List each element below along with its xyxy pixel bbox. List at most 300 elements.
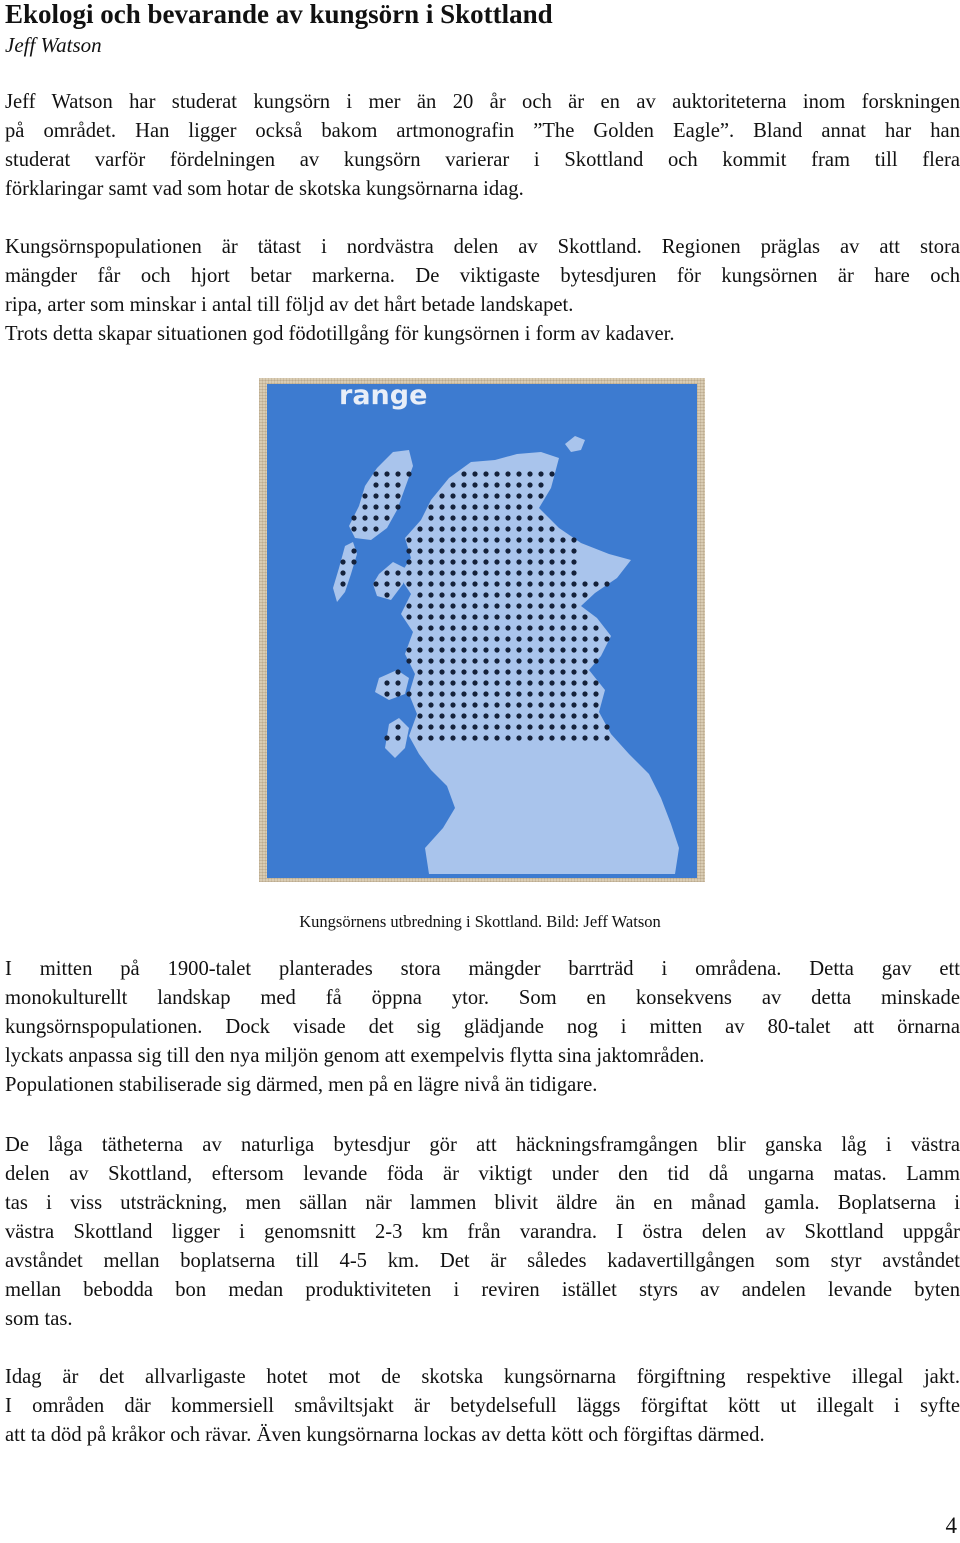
- range-dot: [461, 713, 466, 718]
- range-dot: [527, 504, 532, 509]
- range-dot: [494, 515, 499, 520]
- range-dot: [417, 614, 422, 619]
- range-dot: [439, 603, 444, 608]
- range-dot: [472, 724, 477, 729]
- range-dot: [516, 537, 521, 542]
- range-dot: [483, 603, 488, 608]
- range-dot: [571, 614, 576, 619]
- range-dot: [439, 493, 444, 498]
- range-dot: [417, 592, 422, 597]
- range-dot: [450, 647, 455, 652]
- range-dot: [439, 559, 444, 564]
- range-dot: [593, 691, 598, 696]
- range-dot: [549, 702, 554, 707]
- text-line: att ta död på kråkor och rävar. Även kungsörnarna lockas av detta kött och förgiftas därmed.: [5, 1424, 765, 1446]
- range-dot: [560, 625, 565, 630]
- range-dot: [417, 636, 422, 641]
- range-dot: [538, 559, 543, 564]
- range-dot: [439, 614, 444, 619]
- range-dot: [560, 669, 565, 674]
- range-dot: [450, 570, 455, 575]
- range-dot: [483, 691, 488, 696]
- range-dot: [571, 647, 576, 652]
- range-dot: [472, 592, 477, 597]
- range-dot: [450, 592, 455, 597]
- range-dot: [362, 526, 367, 531]
- range-dot: [516, 636, 521, 641]
- range-dot: [560, 581, 565, 586]
- range-dot: [483, 614, 488, 619]
- range-dot: [406, 603, 411, 608]
- range-dot: [494, 735, 499, 740]
- range-dot: [505, 691, 510, 696]
- text-line: mellan bebodda bon medan produktiviteten i reviren istället styrs av andelen levande byten: [5, 1279, 960, 1301]
- range-dot: [571, 625, 576, 630]
- range-dot: [571, 713, 576, 718]
- range-dot: [560, 636, 565, 641]
- range-dot: [461, 526, 466, 531]
- range-dot: [483, 669, 488, 674]
- range-dot: [538, 537, 543, 542]
- text-line: ripa, arter som minskar i antal till följd av det hårt betade landskapet.: [5, 294, 574, 316]
- range-dot: [428, 713, 433, 718]
- range-dot: [494, 482, 499, 487]
- range-dot: [582, 636, 587, 641]
- range-dot: [538, 570, 543, 575]
- range-dot: [538, 515, 543, 520]
- range-dot: [560, 724, 565, 729]
- range-dot: [417, 691, 422, 696]
- range-dot: [472, 680, 477, 685]
- author-name: Jeff Watson: [5, 33, 102, 57]
- range-dot: [406, 658, 411, 663]
- range-dot: [395, 482, 400, 487]
- range-dot: [538, 669, 543, 674]
- range-dot: [494, 504, 499, 509]
- range-dot: [384, 680, 389, 685]
- range-dot: [439, 691, 444, 696]
- range-dot: [494, 537, 499, 542]
- range-dot: [505, 702, 510, 707]
- range-dot: [483, 504, 488, 509]
- range-dot: [450, 680, 455, 685]
- range-dot: [494, 581, 499, 586]
- text-line: Jeff Watson har studerat kungsörn i mer än 20 år och är en av auktoriteterna inom forskningen: [5, 91, 960, 113]
- range-dot: [571, 658, 576, 663]
- range-dot: [362, 493, 367, 498]
- range-dot: [461, 482, 466, 487]
- text-line: kungsörnspopulationen. Dock visade det sig glädjande nog i mitten av 80-talet att örnarna: [5, 1016, 960, 1038]
- range-dot: [417, 647, 422, 652]
- text-line: avståndet mellan boplatserna till 4-5 km. Det är således kadavertillgången som styr avståndet: [5, 1250, 960, 1272]
- range-dot: [417, 658, 422, 663]
- range-dot: [461, 504, 466, 509]
- range-dot: [494, 526, 499, 531]
- range-dot: [417, 603, 422, 608]
- range-dot: [461, 735, 466, 740]
- range-dot: [472, 713, 477, 718]
- range-dot: [538, 581, 543, 586]
- range-dot: [384, 504, 389, 509]
- range-dot: [516, 515, 521, 520]
- range-dot: [395, 504, 400, 509]
- range-dot: [582, 735, 587, 740]
- range-dot: [582, 691, 587, 696]
- range-dot: [472, 658, 477, 663]
- range-dot: [527, 658, 532, 663]
- range-dot: [571, 592, 576, 597]
- range-dot: [439, 735, 444, 740]
- range-dot: [340, 559, 345, 564]
- range-dot: [593, 680, 598, 685]
- range-dot: [549, 537, 554, 542]
- paragraph-intro: [5, 88, 960, 204]
- range-dot: [494, 702, 499, 707]
- range-dot: [483, 625, 488, 630]
- range-dot: [538, 625, 543, 630]
- range-dot: [461, 658, 466, 663]
- text-line: delen av Skottland, eftersom levande föda är viktigt under den tid då ungarna matas. Lamm: [5, 1163, 960, 1185]
- range-dot: [527, 691, 532, 696]
- range-dot: [549, 625, 554, 630]
- paragraph-breeding: [5, 1131, 960, 1334]
- range-dot: [483, 515, 488, 520]
- range-dot: [461, 537, 466, 542]
- range-dot: [450, 724, 455, 729]
- range-dot: [483, 471, 488, 476]
- range-dot: [384, 493, 389, 498]
- range-dot: [461, 515, 466, 520]
- range-dot: [516, 471, 521, 476]
- range-dot: [516, 559, 521, 564]
- text-line: Idag är det allvarligaste hotet mot de skotska kungsörnarna förgiftning respektive illegal jakt.: [5, 1366, 960, 1388]
- range-dot: [483, 592, 488, 597]
- range-dot: [505, 724, 510, 729]
- text-line: Trots detta skapar situationen god födotillgång för kungsörnen i form av kadaver.: [5, 323, 675, 345]
- range-dot: [417, 702, 422, 707]
- range-dot: [549, 581, 554, 586]
- range-dot: [384, 471, 389, 476]
- range-dot: [450, 559, 455, 564]
- range-dot: [340, 581, 345, 586]
- range-dot: [538, 548, 543, 553]
- range-dot: [505, 581, 510, 586]
- range-dot: [428, 581, 433, 586]
- range-dot: [406, 647, 411, 652]
- range-dot: [604, 724, 609, 729]
- range-dot: [428, 603, 433, 608]
- range-dot: [351, 559, 356, 564]
- range-dot: [571, 735, 576, 740]
- range-dot: [560, 680, 565, 685]
- range-dot: [527, 471, 532, 476]
- range-dot: [549, 691, 554, 696]
- range-dot: [494, 603, 499, 608]
- range-dot: [395, 669, 400, 674]
- range-dot: [571, 636, 576, 641]
- range-dot: [549, 669, 554, 674]
- range-dot: [417, 526, 422, 531]
- range-dot: [483, 658, 488, 663]
- range-dot: [538, 526, 543, 531]
- range-dot: [593, 636, 598, 641]
- range-dot: [340, 570, 345, 575]
- range-dot: [439, 592, 444, 597]
- range-dot: [472, 702, 477, 707]
- range-dot: [560, 735, 565, 740]
- range-dot: [527, 603, 532, 608]
- range-dot: [395, 581, 400, 586]
- range-dot: [395, 680, 400, 685]
- range-dot: [373, 581, 378, 586]
- range-dot: [516, 493, 521, 498]
- range-dot: [604, 735, 609, 740]
- range-dot: [505, 548, 510, 553]
- range-dot: [527, 482, 532, 487]
- range-dot: [428, 515, 433, 520]
- range-dot: [461, 581, 466, 586]
- range-dot: [494, 625, 499, 630]
- range-dot: [560, 548, 565, 553]
- range-dot: [450, 537, 455, 542]
- range-dot: [505, 647, 510, 652]
- range-dot: [549, 526, 554, 531]
- range-dot: [450, 614, 455, 619]
- range-dot: [593, 713, 598, 718]
- text-line: lyckats anpassa sig till den nya miljön genom att exempelvis flytta sina jaktområden.: [5, 1045, 705, 1067]
- range-dot: [538, 702, 543, 707]
- range-dot: [527, 614, 532, 619]
- range-dot: [472, 493, 477, 498]
- range-dot: [527, 526, 532, 531]
- range-dot: [538, 713, 543, 718]
- range-dot: [428, 559, 433, 564]
- range-dot: [505, 603, 510, 608]
- range-dot: [472, 537, 477, 542]
- range-dot: [571, 702, 576, 707]
- range-dot: [428, 537, 433, 542]
- range-dot: [417, 735, 422, 740]
- range-dot: [505, 570, 510, 575]
- range-dot: [395, 735, 400, 740]
- range-dot: [505, 537, 510, 542]
- range-dot: [494, 647, 499, 652]
- range-dot: [505, 614, 510, 619]
- range-dot: [483, 526, 488, 531]
- range-dot: [428, 647, 433, 652]
- page-number: 4: [945, 1513, 957, 1538]
- range-dot: [538, 636, 543, 641]
- range-dot: [582, 669, 587, 674]
- range-dot: [461, 592, 466, 597]
- range-dot: [450, 581, 455, 586]
- range-dot: [527, 548, 532, 553]
- range-dot: [582, 581, 587, 586]
- range-dot: [593, 647, 598, 652]
- range-dot: [516, 581, 521, 586]
- range-dot: [494, 724, 499, 729]
- range-dot: [472, 515, 477, 520]
- range-dot: [406, 691, 411, 696]
- range-dot: [516, 735, 521, 740]
- range-dot: [516, 713, 521, 718]
- range-dot: [417, 669, 422, 674]
- text-line: monokulturellt landskap med få öppna ytor. Som en konsekvens av detta minskade: [5, 987, 960, 1009]
- range-dot: [450, 482, 455, 487]
- range-dot: [428, 625, 433, 630]
- range-dot: [472, 504, 477, 509]
- range-dot: [494, 691, 499, 696]
- text-line: I områden där kommersiell småviltsjakt är betydelsefull läggs förgiftat kött ut illegalt i syfte: [5, 1395, 960, 1417]
- range-dot: [494, 570, 499, 575]
- range-dot: [461, 680, 466, 685]
- range-dot: [527, 515, 532, 520]
- range-dot: [571, 669, 576, 674]
- range-dot: [538, 735, 543, 740]
- range-dot: [395, 724, 400, 729]
- range-dot: [571, 680, 576, 685]
- range-dot: [549, 548, 554, 553]
- range-dot: [373, 504, 378, 509]
- range-dot: [461, 625, 466, 630]
- range-dot: [439, 658, 444, 663]
- range-dot: [505, 713, 510, 718]
- range-dot: [472, 548, 477, 553]
- range-dot: [472, 625, 477, 630]
- range-dot: [549, 658, 554, 663]
- range-dot: [384, 691, 389, 696]
- range-dot: [538, 493, 543, 498]
- range-dot: [516, 658, 521, 663]
- range-dot: [428, 702, 433, 707]
- range-dot: [483, 636, 488, 641]
- range-dot: [450, 713, 455, 718]
- range-dot: [560, 592, 565, 597]
- range-dot: [516, 526, 521, 531]
- range-dot: [560, 691, 565, 696]
- range-dot: [406, 537, 411, 542]
- range-dot: [527, 493, 532, 498]
- range-dot: [461, 724, 466, 729]
- figure-caption: Kungsörnens utbredning i Skottland. Bild: Jeff Watson: [299, 912, 661, 931]
- range-dot: [439, 647, 444, 652]
- range-dot: [527, 636, 532, 641]
- range-dot: [450, 526, 455, 531]
- range-dot: [494, 493, 499, 498]
- range-dot: [549, 647, 554, 652]
- range-dot: [406, 581, 411, 586]
- range-dot: [560, 570, 565, 575]
- range-dot: [461, 669, 466, 674]
- range-dot: [560, 614, 565, 619]
- range-dot: [461, 702, 466, 707]
- range-dot: [516, 702, 521, 707]
- range-dot: [461, 570, 466, 575]
- range-map-figure: [259, 378, 705, 882]
- range-dot: [549, 724, 554, 729]
- range-dot: [582, 614, 587, 619]
- range-dot: [527, 724, 532, 729]
- range-dot: [483, 493, 488, 498]
- range-dot: [395, 691, 400, 696]
- text-line: De låga tätheterna av naturliga bytesdjur gör att häckningsframgången blir ganska låg i västra: [5, 1134, 960, 1156]
- range-dot: [549, 570, 554, 575]
- range-dot: [494, 548, 499, 553]
- range-dot: [428, 724, 433, 729]
- range-dot: [505, 592, 510, 597]
- range-dot: [439, 713, 444, 718]
- range-dot: [593, 702, 598, 707]
- range-dot: [461, 603, 466, 608]
- range-dot: [494, 680, 499, 685]
- range-dot: [516, 504, 521, 509]
- range-dot: [538, 614, 543, 619]
- range-dot: [351, 548, 356, 553]
- range-dot: [505, 559, 510, 564]
- range-dot: [505, 636, 510, 641]
- range-dot: [472, 581, 477, 586]
- range-dot: [571, 570, 576, 575]
- range-dot: [571, 691, 576, 696]
- range-label: range: [339, 380, 428, 411]
- range-dot: [472, 647, 477, 652]
- range-dot: [395, 471, 400, 476]
- range-dot: [571, 548, 576, 553]
- range-dot: [527, 625, 532, 630]
- scotland-range-map: [259, 378, 705, 882]
- range-dot: [439, 669, 444, 674]
- range-dot: [527, 592, 532, 597]
- range-dot: [450, 669, 455, 674]
- paragraph-threats: [5, 1363, 960, 1450]
- range-dot: [472, 482, 477, 487]
- range-dot: [505, 625, 510, 630]
- range-dot: [527, 669, 532, 674]
- range-dot: [538, 724, 543, 729]
- range-dot: [384, 482, 389, 487]
- range-dot: [439, 581, 444, 586]
- range-dot: [428, 614, 433, 619]
- range-dot: [472, 636, 477, 641]
- range-dot: [571, 537, 576, 542]
- range-dot: [593, 724, 598, 729]
- range-dot: [428, 680, 433, 685]
- range-dot: [494, 592, 499, 597]
- range-dot: [439, 625, 444, 630]
- range-dot: [461, 548, 466, 553]
- range-dot: [549, 592, 554, 597]
- range-dot: [527, 581, 532, 586]
- range-dot: [538, 647, 543, 652]
- range-dot: [582, 724, 587, 729]
- range-dot: [516, 625, 521, 630]
- text-line: som tas.: [5, 1308, 73, 1330]
- range-dot: [450, 504, 455, 509]
- range-dot: [417, 559, 422, 564]
- range-dot: [461, 471, 466, 476]
- range-dot: [516, 669, 521, 674]
- range-dot: [494, 669, 499, 674]
- range-dot: [395, 570, 400, 575]
- range-dot: [549, 559, 554, 564]
- range-dot: [450, 735, 455, 740]
- range-dot: [516, 724, 521, 729]
- range-dot: [483, 702, 488, 707]
- range-dot: [549, 680, 554, 685]
- range-dot: [406, 548, 411, 553]
- range-dot: [450, 493, 455, 498]
- range-dot: [604, 581, 609, 586]
